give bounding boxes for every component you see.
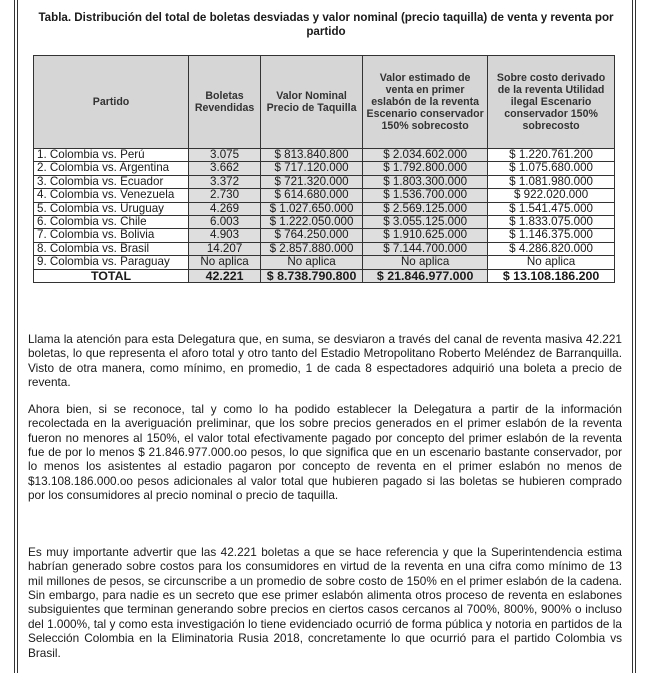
cell-sobrecosto: $ 1.541.475.000 [488,202,615,215]
cell-nominal: $ 813.840.800 [261,149,363,162]
cell-partido: 9. Colombia vs. Paraguay [34,256,189,269]
paragraph-3: Es muy importante advertir que las 42.221 boletas a que se hace referencia y que la Superintendencia estima habrían generado sobre costos para los consumidores en virtud de la reventa en una cifra como mínimo de 13 mil millones de pesos, se circunscribe a un promedio de sobre costo de 150% en el primer eslabón de la cadena. Sin embargo, para nadie es un secreto que ese primer eslabón alimenta otros proceso de reventa en eslabones subsiguientes que terminan generando sobre precios en ciertos casos cercanos al 700%, 800%, 900% o incluso del 1.000%, tal y como esta investigación lo tiene evidenciado ocurrió de forma pública y notoria en partidos de la Selección Colombia en la Eliminatoria Rusia 2018, concretamente lo que ocurrió para el partido Colombia vs Brasil. [28,544,622,660]
cell-nominal: $ 1.027.650.000 [261,202,363,215]
table-row [34,216,615,229]
header-sobrecosto: Sobre costo derivado de la reventa Utilidad ilegal Escenario conservador 150% sobrecosto [488,56,615,149]
header-nominal: Valor Nominal Precio de Taquilla [261,56,363,149]
cell-estimado: $ 1.792.800.000 [363,162,488,175]
cell-sobrecosto: $ 1.081.980.000 [488,175,615,188]
cell-total-estimado: $ 21.846.977.000 [363,269,488,282]
header-partido: Partido [34,56,189,149]
cell-estimado: $ 2.034.602.000 [363,149,488,162]
table-title: Tabla. Distribución del total de boletas desviadas y valor nominal (precio taquilla) de venta y reventa por partido [38,11,614,38]
cell-nominal: $ 1.222.050.000 [261,216,363,229]
cell-partido: 3. Colombia vs. Ecuador [34,175,189,188]
table-row [34,162,615,175]
paragraph-1: Llama la atención para esta Delegatura que, en suma, se desviaron a través del canal de reventa masiva 42.221 boletas, lo que representa el aforo total y otro tanto del Estadio Metropolitano Roberto Meléndez de Barranquilla. Visto de otra manera, como mínimo, en promedio, 1 de cada 8 espectadores adquirió una boleta a precio de reventa. [28,331,622,390]
table-row [34,149,615,162]
cell-partido: 4. Colombia vs. Venezuela [34,189,189,202]
cell-nominal: $ 614.680.000 [261,189,363,202]
cell-nominal: No aplica [261,256,363,269]
cell-total-boletas: 42.221 [189,269,261,282]
cell-partido: 7. Colombia vs. Bolivia [34,229,189,242]
cell-estimado: $ 2.569.125.000 [363,202,488,215]
cell-sobrecosto: No aplica [488,256,615,269]
page-border-left [14,0,18,673]
cell-sobrecosto: $ 4.286.820.000 [488,242,615,255]
cell-partido: 8. Colombia vs. Brasil [34,242,189,255]
cell-estimado: $ 1.536.700.000 [363,189,488,202]
paragraph-2: Ahora bien, si se reconoce, tal y como lo ha podido establecer la Delegatura a partir de la información recolectada en la averiguación preliminar, que los sobre precios generados en el primer eslabón de la reventa fueron no menores al 150%, el valor total efectivamente pagado por concepto del primer eslabón de la reventa fue de por lo menos $ 21.846.977.000.oo pesos, lo que significa que en un escenario bastante conservador, por lo menos los asistentes al estadio pagaron por concepto de reventa en el primer eslabón no menos de $13.108.186.000.oo pesos adicionales al valor total que hubieren pagado si las boletas se hubieren comprado por los consumidores al precio nominal o precio de taquilla. [28,401,622,503]
page-border-right [632,0,636,673]
cell-sobrecosto: $ 1.146.375.000 [488,229,615,242]
cell-sobrecosto: $ 1.833.075.000 [488,216,615,229]
table-row [34,202,615,215]
cell-total-sobrecosto: $ 13.108.186.200 [488,269,615,282]
cell-sobrecosto: $ 922.020.000 [488,189,615,202]
table-header-row [34,56,615,149]
cell-boletas: 14.207 [189,242,261,255]
cell-boletas: No aplica [189,256,261,269]
cell-boletas: 4.903 [189,229,261,242]
table-row [34,175,615,188]
cell-nominal: $ 764.250.000 [261,229,363,242]
cell-total-label: TOTAL [34,269,189,282]
cell-sobrecosto: $ 1.220.761.200 [488,149,615,162]
cell-partido: 1. Colombia vs. Perú [34,149,189,162]
table-row [34,229,615,242]
cell-estimado: $ 7.144.700.000 [363,242,488,255]
table-row [34,256,615,269]
table-row [34,189,615,202]
distribution-table [33,55,615,283]
cell-boletas: 3.662 [189,162,261,175]
cell-sobrecosto: $ 1.075.680.000 [488,162,615,175]
cell-partido: 2. Colombia vs. Argentina [34,162,189,175]
cell-nominal: $ 721.320.000 [261,175,363,188]
cell-boletas: 2.730 [189,189,261,202]
cell-estimado: $ 3.055.125.000 [363,216,488,229]
cell-estimado: $ 1.910.625.000 [363,229,488,242]
cell-nominal: $ 2.857.880.000 [261,242,363,255]
cell-estimado: No aplica [363,256,488,269]
cell-estimado: $ 1.803.300.000 [363,175,488,188]
header-estimado: Valor estimado de venta en primer eslabón de la reventa Escenario conservador 150% sobrecosto [363,56,488,149]
table-total-row [34,269,615,282]
cell-total-nominal: $ 8.738.790.800 [261,269,363,282]
cell-boletas: 4.269 [189,202,261,215]
table-row [34,242,615,255]
cell-nominal: $ 717.120.000 [261,162,363,175]
cell-boletas: 6.003 [189,216,261,229]
cell-partido: 6. Colombia vs. Chile [34,216,189,229]
cell-boletas: 3.372 [189,175,261,188]
header-boletas: Boletas Revendidas [189,56,261,149]
cell-partido: 5. Colombia vs. Uruguay [34,202,189,215]
cell-boletas: 3.075 [189,149,261,162]
